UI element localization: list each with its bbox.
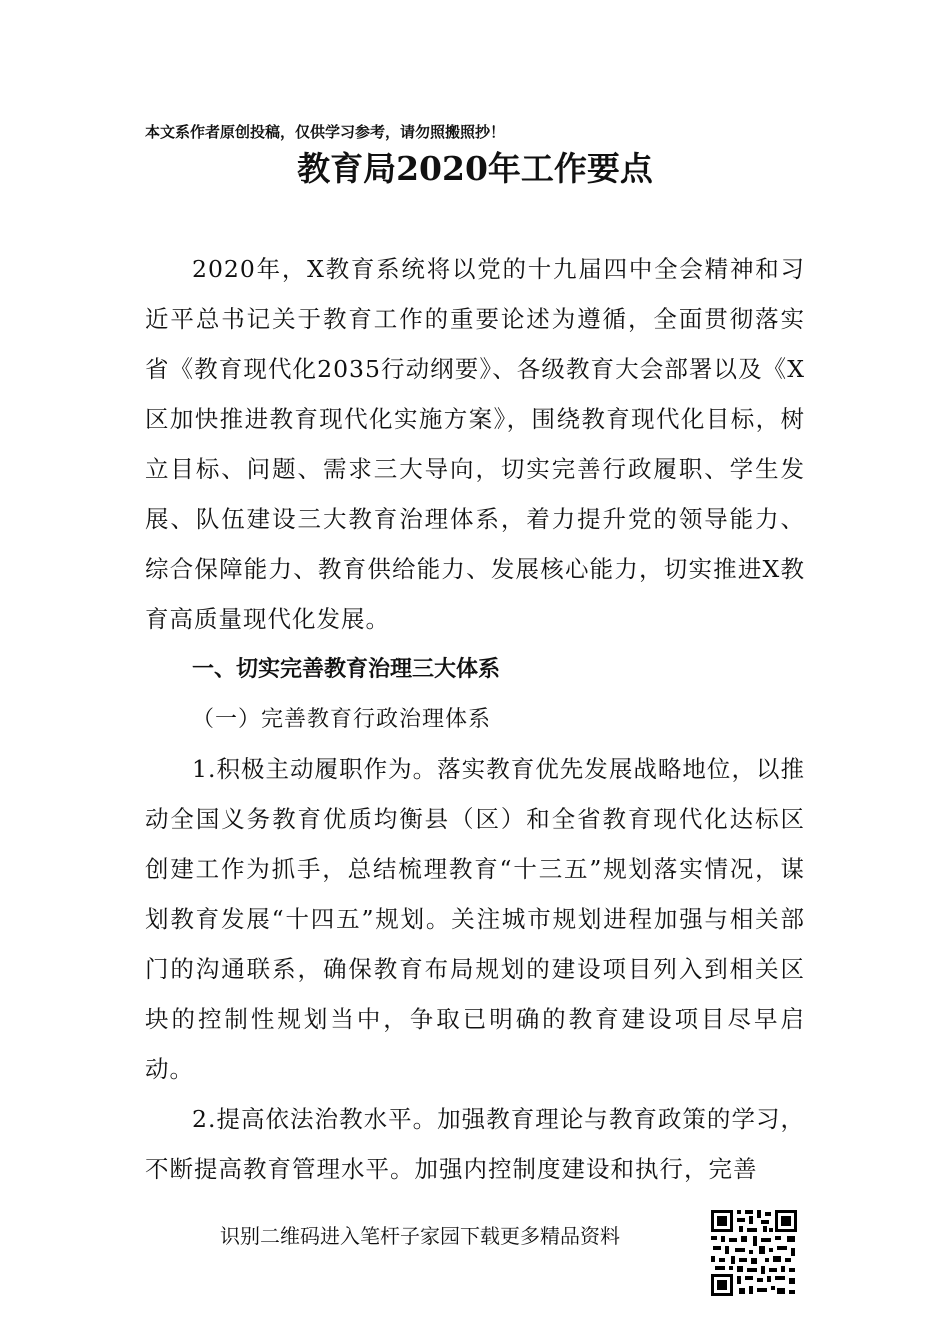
qr-code-icon[interactable]: [709, 1208, 799, 1298]
item-1-paragraph: 1.积极主动履职作为。落实教育优先发展战略地位，以推动全国义务教育优质均衡县（区）和全省教育现代化达标区创建工作为抓手，总结梳理教育“十三五”规划落实情况，谋划教育发展“十四五”规划。关注城市规划进程加强与相关部门的沟通联系，确保教育布局规划的建设项目列入到相关区块的控制性规划当中，争取已明确的教育建设项目尽早启动。: [145, 755, 805, 1083]
section-heading: 一、切实完善教育治理三大体系: [192, 657, 501, 682]
footer-promo-text: 识别二维码进入笔杆子家园下载更多精品资料: [220, 1224, 620, 1248]
document-title: 教育局2020年工作要点: [297, 149, 653, 188]
copyright-notice: 本文系作者原创投稿，仅供学习参考，请勿照搬照抄！: [145, 123, 506, 141]
intro-paragraph: 2020年，X教育系统将以党的十九届四中全会精神和习近平总书记关于教育工作的重要论述为遵循，全面贯彻落实省《教育现代化2035行动纲要》、各级教育大会部署以及《X区加快推进教育现代化实施方案》，围绕教育现代化目标，树立目标、问题、需求三大导向，切实完善行政履职、学生发展、队伍建设三大教育治理体系，着力提升党的领导能力、综合保障能力、教育供给能力、发展核心能力，切实推进X教育高质量现代化发展。: [145, 255, 805, 633]
subsection-heading: （一）完善教育行政治理体系: [192, 707, 492, 732]
item-2-paragraph: 2.提高依法治教水平。加强教育理论与教育政策的学习，不断提高教育管理水平。加强内控制度建设和执行，完善: [145, 1105, 805, 1183]
